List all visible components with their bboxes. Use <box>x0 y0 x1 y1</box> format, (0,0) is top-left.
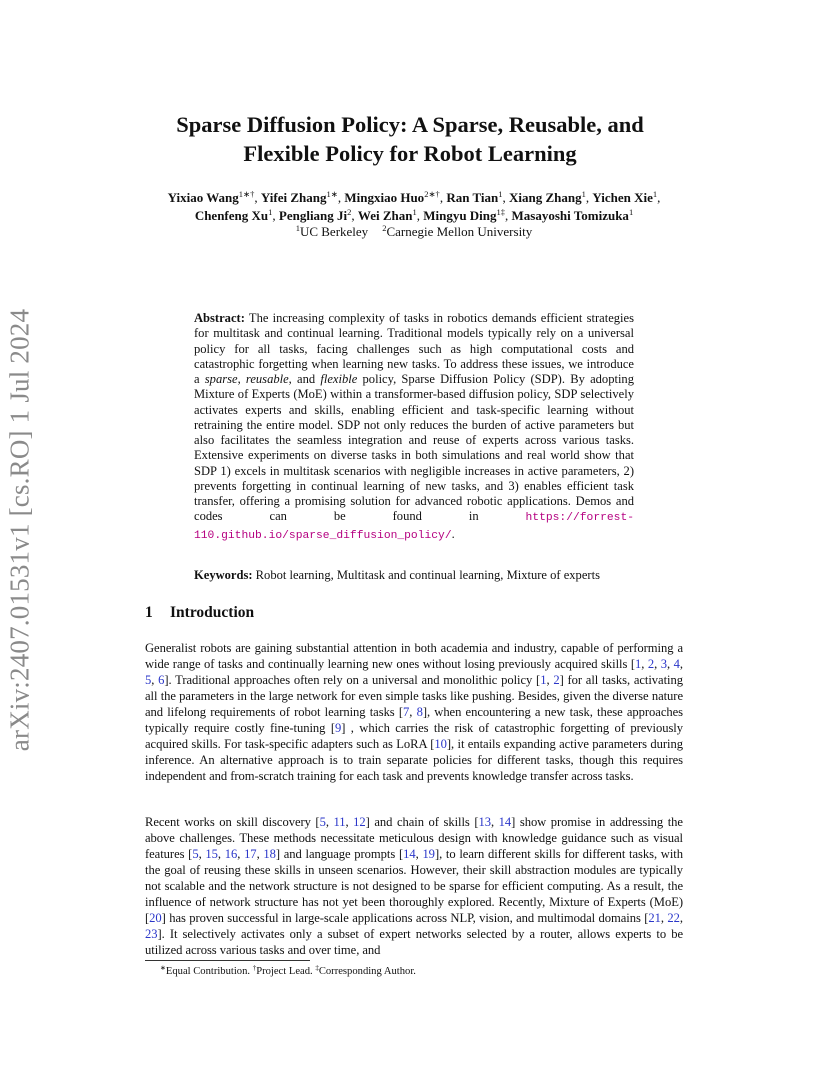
author-name: Xiang Zhang <box>508 190 582 205</box>
abstract-label: Abstract: <box>194 311 245 325</box>
paragraph-text: , <box>198 847 206 861</box>
paragraph-text: , <box>325 815 334 829</box>
author-name: Yichen Xie <box>592 190 653 205</box>
abstract-emphasis: sparse <box>204 372 238 386</box>
footnote-rule <box>145 960 310 961</box>
paragraph-text: ] for all tasks, activating all the parameters in the large network for even simple tasks like pushing. Besides, given the diverse nature and lifelong requirements of robot learning tasks [ <box>145 673 683 719</box>
author-mark: 1 <box>652 189 658 199</box>
paragraph-text: , <box>415 847 423 861</box>
footnote-mark: ‡ <box>315 964 319 972</box>
abstract <box>194 311 634 544</box>
affiliation-mark: 2 <box>382 223 387 233</box>
paragraph-text: ] and chain of skills [ <box>365 815 479 829</box>
author-name: Mingyu Ding <box>423 207 497 223</box>
citation-link[interactable]: 9 <box>334 721 342 735</box>
paragraph-text: , <box>654 657 661 671</box>
abstract-emphasis: reusable <box>245 372 289 386</box>
author-mark: 1∗ <box>326 189 338 199</box>
paragraph-text: ] , which carries the risk of catastrophic forgetting of previously acquired skills. For task-specific adapters such as LoRA [ <box>145 721 683 751</box>
abstract-text: The increasing complexity of tasks in robotics demands efficient strategies for multitask and continual learning. Traditional models typically rely on a universal policy for all tasks, facing challenges such as high computational costs and catastrophic forgetting when learning new tasks. To address these issues, we introduce a <box>194 311 634 386</box>
citation-link[interactable]: 5 <box>145 673 152 687</box>
citation-link[interactable]: 5 <box>192 847 199 861</box>
author-name: Pengliang Ji <box>278 207 348 223</box>
citation-link[interactable]: 18 <box>263 847 276 861</box>
paragraph-text: , <box>490 815 499 829</box>
citation-link[interactable]: 12 <box>353 815 366 829</box>
intro-paragraph-1 <box>145 640 683 784</box>
citation-link[interactable]: 20 <box>149 911 162 925</box>
citation-link[interactable]: 19 <box>422 847 435 861</box>
footnote-text: Project Lead. <box>256 966 316 977</box>
citation-link[interactable]: 23 <box>145 927 158 941</box>
paragraph-text: , <box>667 657 674 671</box>
citation-link[interactable]: 4 <box>673 657 680 671</box>
citation-link[interactable]: 14 <box>498 815 512 829</box>
paragraph-text: , <box>679 657 683 671</box>
abstract-text: , and <box>288 372 321 386</box>
paragraph-text: Recent works on skill discovery [ <box>145 815 320 829</box>
title-line-2: Flexible Policy for Robot Learning <box>243 141 577 166</box>
citation-link[interactable]: 21 <box>648 911 661 925</box>
citation-link[interactable]: 22 <box>667 911 680 925</box>
paragraph-text: , <box>151 673 159 687</box>
citation-link[interactable]: 8 <box>416 705 423 719</box>
abstract-emphasis: flexible <box>320 372 358 386</box>
paragraph-text: ], it entails expanding active parameters during inference. An alternative approach is to train separate policies for different tasks, though this requires independent and from-scratch training for each task and prevents knowledge transfer across tasks. <box>145 737 683 783</box>
citation-link[interactable]: 1 <box>540 673 547 687</box>
citation-link[interactable]: 3 <box>660 657 668 671</box>
author-list: Yixiao Wang$^{1∗\dagger}$, Yifei Zhang$^{1∗}$, Mingxiao Huo$^{2∗\dagger}$, Ran Tian$^1$, Xiang Zhang$^1$, Yichen Xie$^1$, Chenfeng Xu$^1$, Pengliang Ji$^2$, Wei Zhan$^1$, Mingyu Ding$^{1\ddagger}$, Masayoshi Tomizuka$^1$ <box>167 189 661 223</box>
affiliations <box>140 223 688 240</box>
paragraph-text: , <box>217 847 225 861</box>
paragraph-text: Generalist robots are gaining substantial attention in both academia and industry, capable of performing a wide range of tasks and continually learning new ones without losing previously acquired skills [ <box>145 641 683 671</box>
section-number: 1 <box>145 604 153 621</box>
citation-link[interactable]: 11 <box>333 815 346 829</box>
paragraph-text: , <box>546 673 554 687</box>
paragraph-text: ] has proven successful in large-scale applications across NLP, vision, and multimodal domains [ <box>161 911 649 925</box>
paragraph-text: ], when encountering a new task, these approaches typically require costly fine-tuning [ <box>145 705 684 735</box>
paper-title <box>140 110 680 168</box>
arxiv-identifier: arXiv:2407.01531v1 [cs.RO] 1 Jul 2024 <box>4 308 35 752</box>
paragraph-text: ]. Traditional approaches often rely on a universal and monolithic policy [ <box>164 673 541 687</box>
citation-link[interactable]: 15 <box>205 847 218 861</box>
abstract-text: . <box>451 526 455 541</box>
author-name: Chenfeng Xu <box>194 207 269 223</box>
abstract-text: policy, Sparse Diffusion Policy (SDP). By adopting Mixture of Experts (MoE) within a transformer-based diffusion policy, SDP selectively activates experts and skills, enabling efficient and task-specific learning without retraining the entire model. SDP not only reduces the burden of active parameters but also facilitates the seamless integration and reuse of experts across various tasks. Extensive experiments on diverse tasks in both simulations and real world show that SDP 1) excels in multitask scenarios with negligible increases in active parameters, 2) prevents forgetting in continual learning of new tasks, and 3) enables efficient task transfer, offering a promising solution for advanced robotic applications. Demos and codes can be found in <box>194 372 634 524</box>
author-mark: 1 <box>581 189 586 199</box>
citation-link[interactable]: 16 <box>224 847 238 861</box>
author-mark: 1 <box>498 189 503 199</box>
author-mark: 1 <box>412 206 417 217</box>
author-name: Mingxiao Huo <box>344 190 425 205</box>
paragraph-text: ] and language prompts [ <box>275 847 404 861</box>
keywords-label: Keywords: <box>194 568 253 582</box>
author-name: Masayoshi Tomizuka <box>511 207 629 223</box>
citation-link[interactable]: 17 <box>244 847 257 861</box>
author-mark: 1‡ <box>496 206 506 217</box>
paragraph-text: ]. It selectively activates only a subset of expert networks selected by a router, allows experts to be utilized across various tasks and over time, and <box>145 927 683 957</box>
section-heading <box>145 604 254 622</box>
author-name: Wei Zhan <box>357 207 413 223</box>
paragraph-text: , <box>345 815 354 829</box>
citation-link[interactable]: 1 <box>635 657 642 671</box>
footnote-mark: ∗ <box>160 964 166 972</box>
project-url-link[interactable]: https://forrest-110.github.io/sparse_diffusion_policy/ <box>194 512 634 542</box>
paragraph-text: , <box>409 705 417 719</box>
author-name: Yifei Zhang <box>260 190 327 205</box>
citation-link[interactable]: 2 <box>553 673 560 687</box>
paragraph-text: , <box>679 911 683 925</box>
paragraph-text: ], to learn different skills for different tasks, with the goal of reusing these skills in unseen scenarios. However, their skill abstraction modules are typically not scalable and the network structure is not designed to be sparse for efficient computing. As a result, the influence of network structure has not yet been thoroughly explored. Recently, Mixture of Experts (MoE) [ <box>145 847 683 925</box>
footnote <box>160 965 416 978</box>
affiliation-name: UC Berkeley <box>299 224 369 239</box>
author-mark: 2 <box>347 206 352 217</box>
paragraph-text: , <box>641 657 648 671</box>
footnote-text: Corresponding Author. <box>318 966 416 977</box>
paragraph-text: , <box>256 847 264 861</box>
citation-link[interactable]: 10 <box>434 737 447 751</box>
affiliation-name: Carnegie Mellon University <box>386 224 533 239</box>
paragraph-text: , <box>237 847 245 861</box>
author-name: Yixiao Wang <box>167 190 239 205</box>
footnote-text: Equal Contribution. <box>165 966 253 977</box>
paragraph-text: ] show promise in addressing the above challenges. These methods necessitate meticulous design with knowledge guidance such as visual features [ <box>145 815 683 861</box>
citation-link[interactable]: 2 <box>647 657 655 671</box>
author-mark: 1 <box>628 206 634 217</box>
citation-link[interactable]: 13 <box>478 815 491 829</box>
intro-paragraph-2 <box>145 814 683 958</box>
author-name: Ran Tian <box>446 190 499 205</box>
author-mark: 1 <box>268 206 273 217</box>
abstract-text: , <box>237 372 246 386</box>
citation-link[interactable]: 7 <box>403 705 410 719</box>
author-mark: 1∗† <box>238 189 255 199</box>
title-line-1: Sparse Diffusion Policy: A Sparse, Reusable, and <box>176 112 644 137</box>
keywords-text: Robot learning, Multitask and continual learning, Mixture of experts <box>252 568 600 582</box>
citation-link[interactable]: 6 <box>158 673 165 687</box>
citation-link[interactable]: 5 <box>319 815 326 829</box>
affiliation-mark: 1 <box>295 223 300 233</box>
author-mark: 2∗† <box>424 189 440 199</box>
citation-link[interactable]: 14 <box>403 847 416 861</box>
keywords <box>194 568 634 583</box>
section-title: Introduction <box>170 604 255 621</box>
paragraph-text: , <box>660 911 668 925</box>
footnote-mark: † <box>252 964 257 972</box>
